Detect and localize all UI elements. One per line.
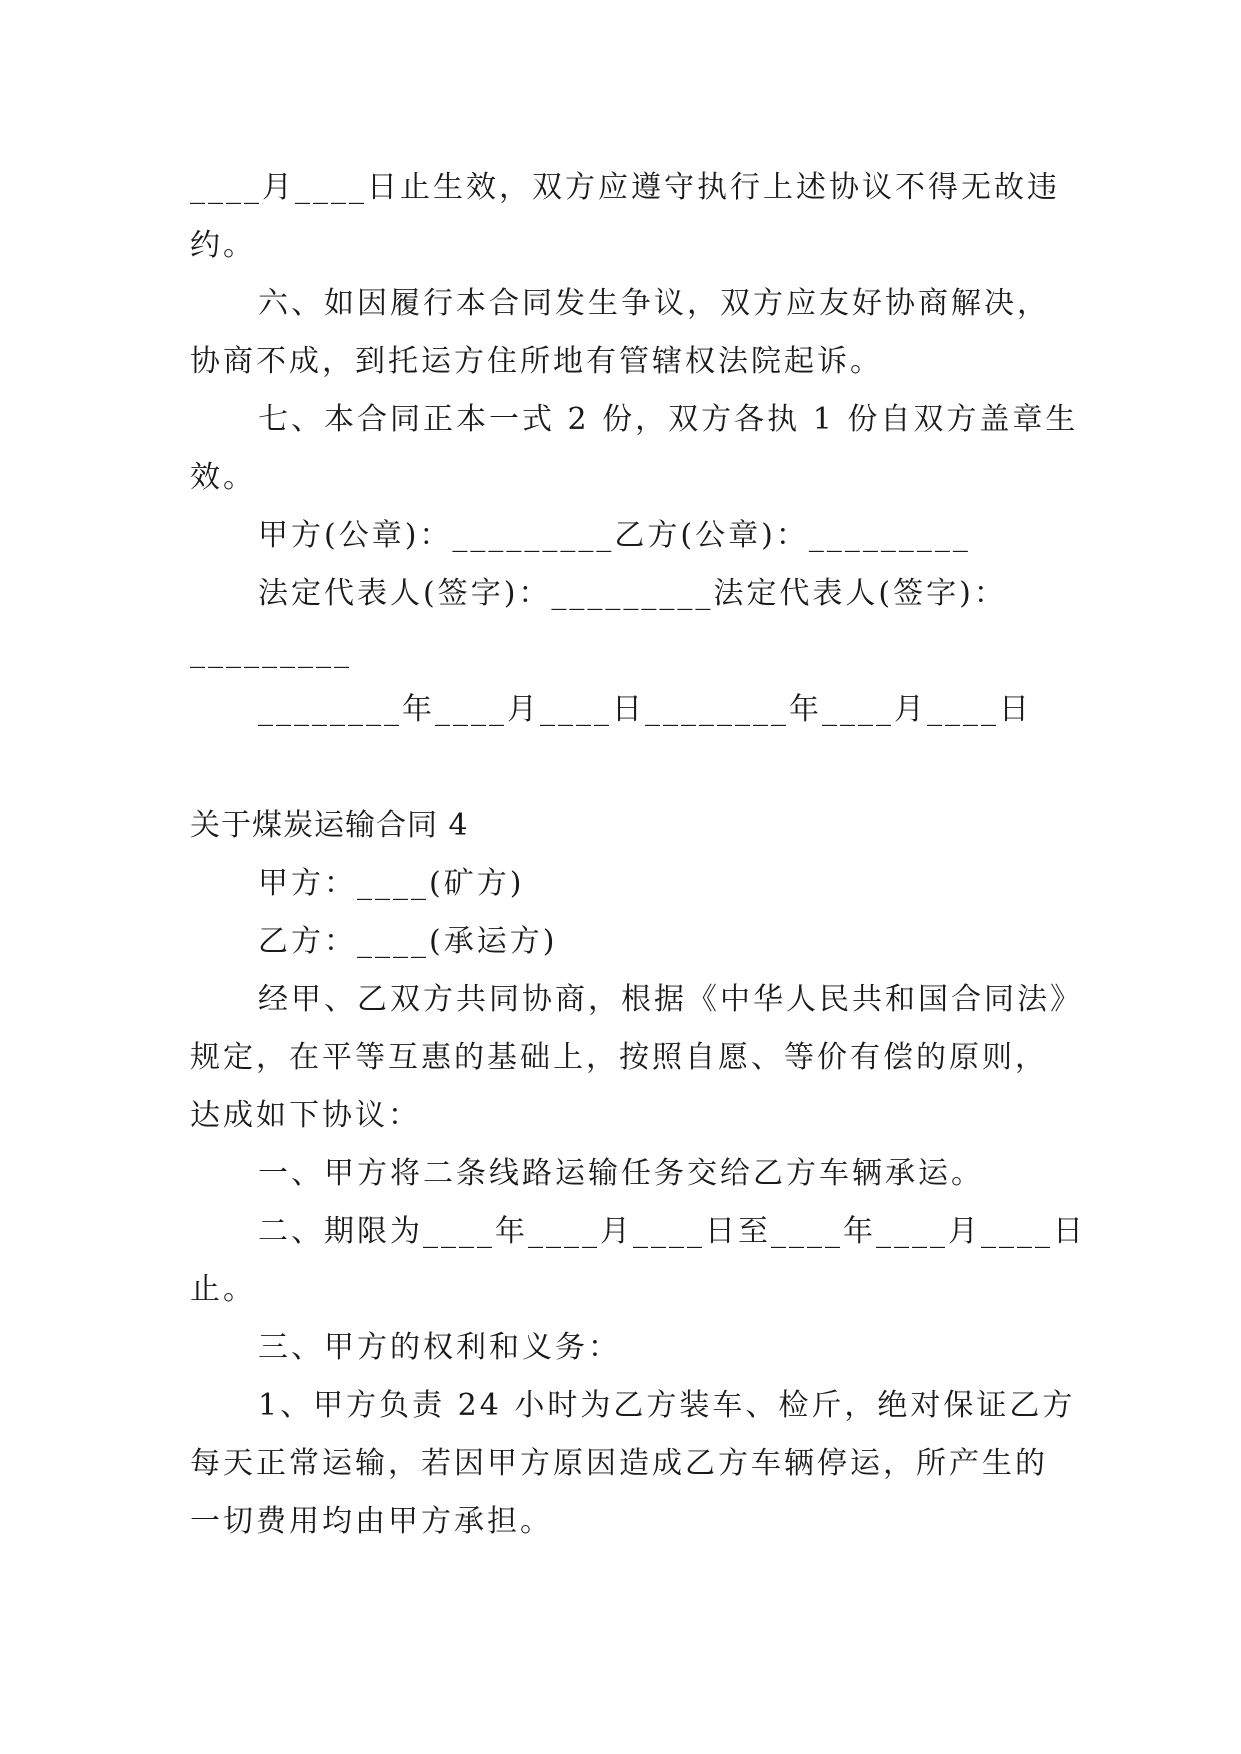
signature-line: 法定代表人(签字)：_________法定代表人(签字)： <box>258 576 1007 611</box>
preamble: 经甲、乙双方共同协商，根据《中华人民共和国合同法》 <box>258 982 1083 1017</box>
clause-6: 六、如因履行本合同发生争议，双方应友好协商解决， <box>258 286 1050 321</box>
clause-1: 一、甲方将二条线路运输任务交给乙方车辆承运。 <box>258 1156 984 1191</box>
text-line: 协商不成，到托运方住所地有管辖权法院起诉。 <box>190 344 883 379</box>
clause-3: 三、甲方的权利和义务： <box>258 1330 621 1365</box>
text-line: 每天正常运输，若因甲方原因造成乙方车辆停运，所产生的 <box>190 1446 1048 1481</box>
clause-2: 二、期限为____年____月____日至____年____月____日 <box>258 1214 1086 1249</box>
signature-blank: _________ <box>190 634 352 669</box>
text-line: 效。 <box>190 460 256 495</box>
text-line: 达成如下协议： <box>190 1098 421 1133</box>
party-a: 甲方：____(矿方) <box>258 866 525 901</box>
clause-7: 七、本合同正本一式 2 份，双方各执 1 份自双方盖章生 <box>258 402 1079 437</box>
text-line: 一切费用均由甲方承担。 <box>190 1504 553 1539</box>
date-line: ________年____月____日________年____月____日 <box>258 692 1032 727</box>
seal-line: 甲方(公章)：_________乙方(公章)：_________ <box>258 518 971 553</box>
section-title: 关于煤炭运输合同 4 <box>190 808 469 843</box>
text-line: ____月____日止生效，双方应遵守执行上述协议不得无故违 <box>190 170 1060 205</box>
party-b: 乙方：____(承运方) <box>258 924 558 959</box>
clause-3-1: 1、甲方负责 24 小时为乙方装车、检斤，绝对保证乙方 <box>258 1388 1076 1423</box>
text-line: 约。 <box>190 228 256 263</box>
text-line: 规定，在平等互惠的基础上，按照自愿、等价有偿的原则， <box>190 1040 1048 1075</box>
text-line: 止。 <box>190 1272 256 1307</box>
